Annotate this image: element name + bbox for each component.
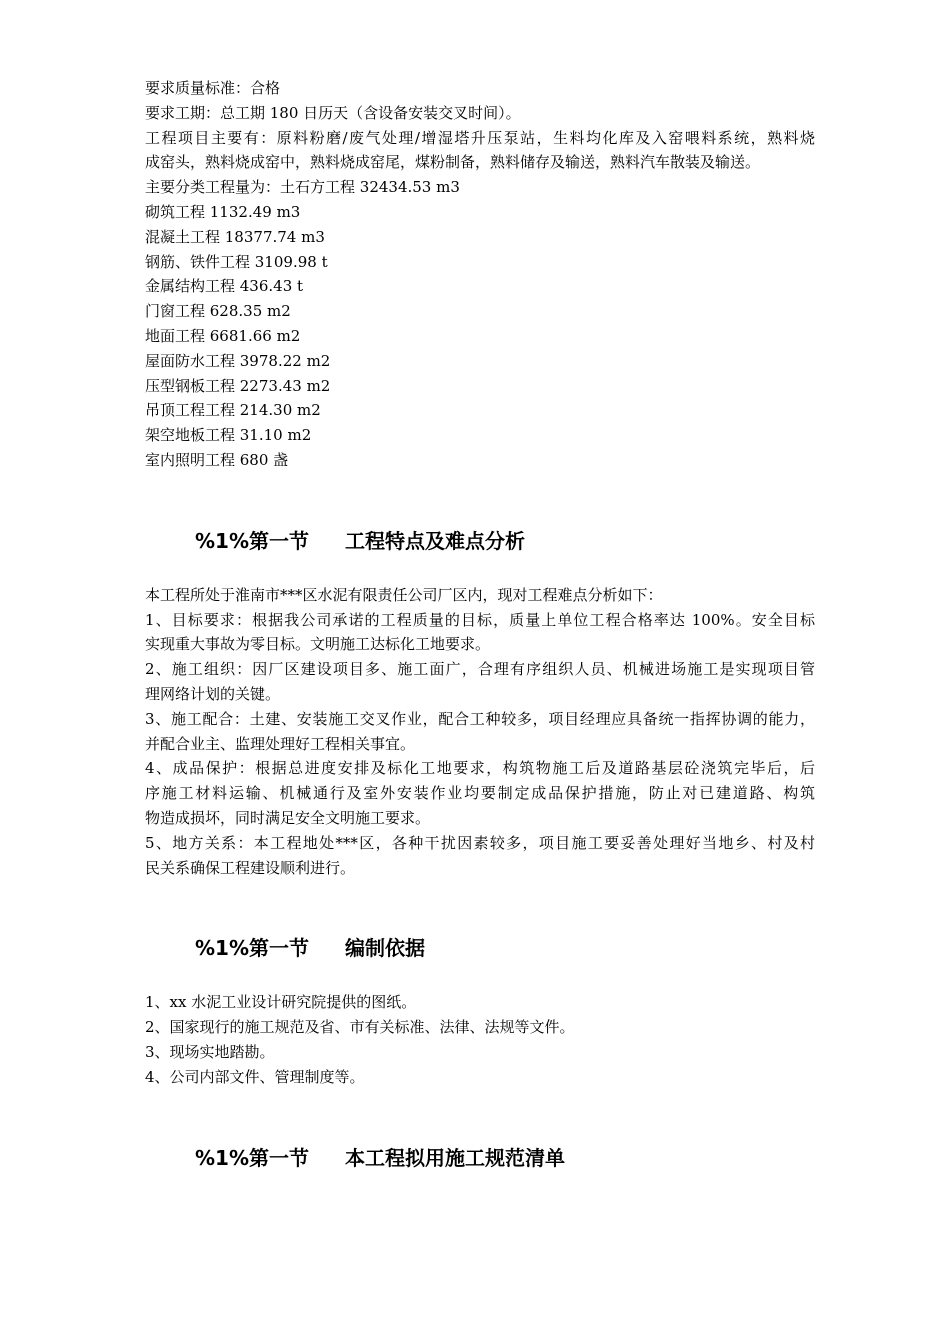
paragraph-line: 2、施工组织：因厂区建设项目多、施工面广，合理有序组织人员、机械进场施工是实现项目管 — [145, 660, 815, 679]
paragraph-line: 并配合业主、监理处理好工程相关事宜。 — [145, 734, 416, 753]
document-page — [145, 76, 815, 1172]
paragraph-line: 民关系确保工程建设顺利进行。 — [145, 858, 356, 877]
quantity-line: 钢筋、铁件工程 3109.98 t — [145, 252, 328, 271]
quantity-line: 砌筑工程 1132.49 m3 — [145, 202, 301, 221]
quantity-line: 地面工程 6681.66 m2 — [145, 326, 301, 345]
basis-list — [145, 990, 815, 1089]
duration-line: 要求工期：总工期 180 日历天（含设备安装交叉时间）。 — [145, 103, 521, 122]
section-heading-basis — [195, 934, 815, 962]
project-items-line-2: 成窑头，熟料烧成窑中，熟料烧成窑尾，煤粉制备，熟料储存及输送，熟料汽车散装及输送。 — [145, 153, 761, 172]
quantity-line: 室内照明工程 680 盏 — [145, 450, 289, 469]
list-item: 4、公司内部文件、管理制度等。 — [145, 1067, 365, 1086]
list-item: 1、xx 水泥工业设计研究院提供的图纸。 — [145, 993, 417, 1012]
project-items-line-1: 工程项目主要有：原料粉磨/废气处理/增湿塔升压泵站，生料均化库及入窑喂料系统，熟料烧 — [145, 128, 815, 147]
quantity-line: 屋面防水工程 3978.22 m2 — [145, 351, 331, 370]
paragraph-line: 1、目标要求：根据我公司承诺的工程质量的目标，质量上单位工程合格率达 100%。安全目标 — [145, 610, 815, 629]
paragraph-line: 3、施工配合：土建、安装施工交叉作业，配合工种较多，项目经理应具备统一指挥协调的能力， — [145, 709, 815, 728]
list-item: 2、国家现行的施工规范及省、市有关标准、法律、法规等文件。 — [145, 1018, 575, 1037]
analysis-block — [145, 583, 815, 881]
quantity-line: 门窗工程 628.35 m2 — [145, 302, 291, 321]
paragraph-line: 5、地方关系：本工程地处***区，各种干扰因素较多，项目施工要妥善处理好当地乡、村及村 — [145, 833, 815, 852]
section-number: %1%第一节 — [195, 1145, 309, 1170]
section-title: 本工程拟用施工规范清单 — [345, 1145, 565, 1170]
intro-block — [145, 76, 815, 473]
quantity-line: 金属结构工程 436.43 t — [145, 277, 304, 296]
paragraph-line: 理网络计划的关键。 — [145, 684, 281, 703]
paragraph-line: 本工程所处于淮南市***区水泥有限责任公司厂区内，现对工程难点分析如下： — [145, 585, 663, 604]
section-heading-analysis — [195, 527, 815, 555]
paragraph-line: 序施工材料运输、机械通行及室外安装作业均要制定成品保护措施，防止对已建道路、构筑 — [145, 784, 815, 803]
paragraph-line: 实现重大事故为零目标。文明施工达标化工地要求。 — [145, 635, 491, 654]
section-number: %1%第一节 — [195, 528, 309, 553]
quantity-line: 吊顶工程工程 214.30 m2 — [145, 401, 321, 420]
quantity-line: 主要分类工程量为：土石方工程 32434.53 m3 — [145, 178, 460, 197]
paragraph-line: 物造成损坏，同时满足安全文明施工要求。 — [145, 808, 431, 827]
quantity-line: 架空地板工程 31.10 m2 — [145, 426, 312, 445]
section-title: 编制依据 — [345, 936, 425, 961]
list-item: 3、现场实地踏勘。 — [145, 1042, 275, 1061]
section-number: %1%第一节 — [195, 936, 309, 961]
section-title: 工程特点及难点分析 — [345, 528, 525, 553]
section-heading-standards — [195, 1144, 815, 1172]
quantity-line: 压型钢板工程 2273.43 m2 — [145, 376, 331, 395]
quantity-line: 混凝土工程 18377.74 m3 — [145, 227, 325, 246]
paragraph-line: 4、成品保护：根据总进度安排及标化工地要求，构筑物施工后及道路基层砼浇筑完毕后，后 — [145, 759, 815, 778]
quality-standard-line: 要求质量标准：合格 — [145, 79, 281, 97]
